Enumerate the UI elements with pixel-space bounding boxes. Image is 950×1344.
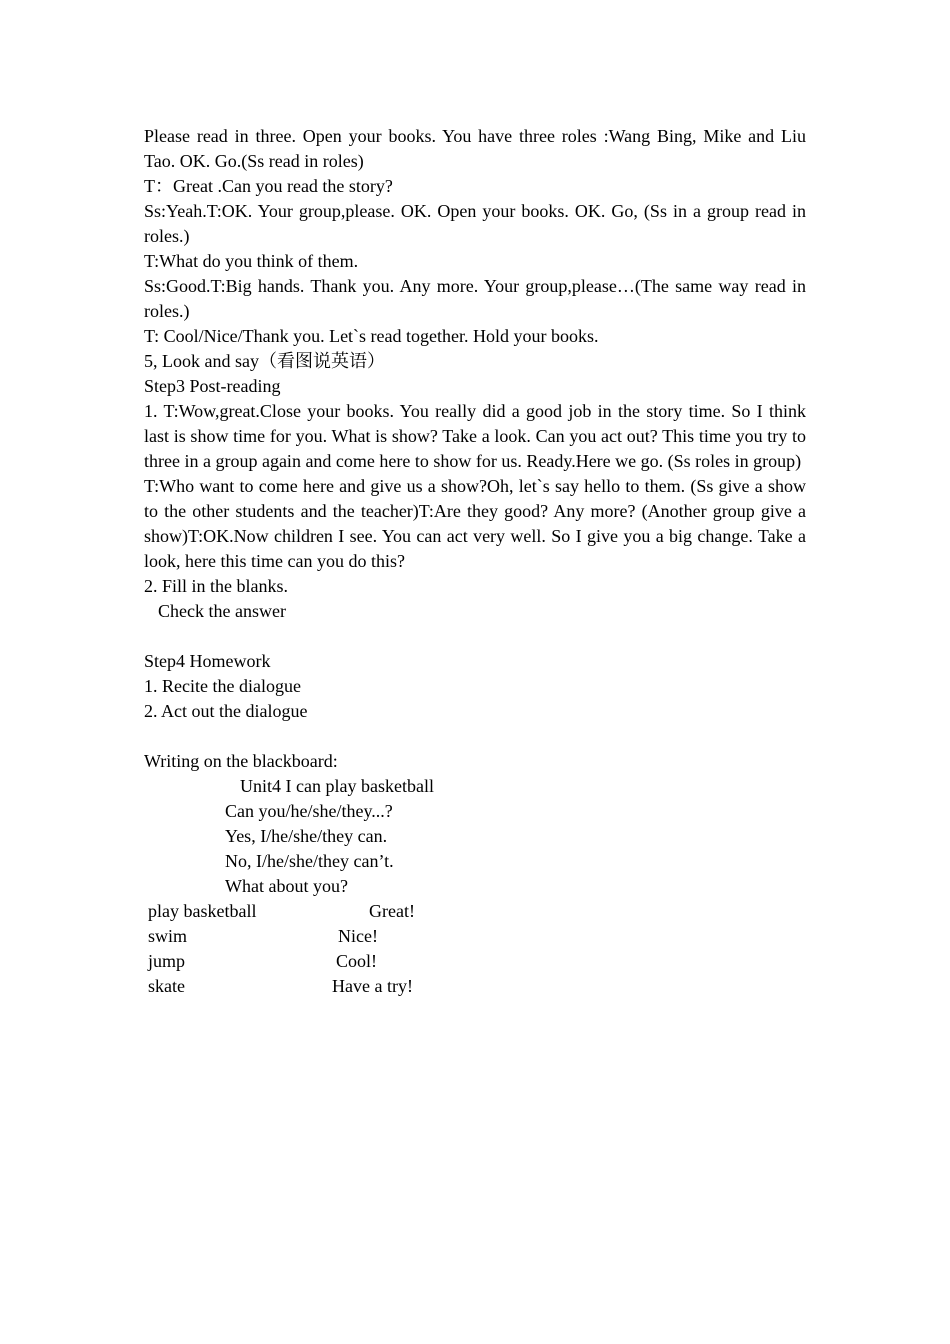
paragraph-give-a-show: T:Who want to come here and give us a show?Oh, let`s say hello to them. (Ss give a show to the other students and the teacher)T:Are they good? Any more? (Another group give a show)T:OK.Now children I see. You can act very well. So I give you a big change. Take a look, here this time can you do this? xyxy=(144,476,806,571)
spacer xyxy=(144,624,806,649)
paragraph-read-in-three: Please read in three. Open your books. You have three roles :Wang Bing, Mike and Liu Tao. OK. Go.(Ss read in roles) xyxy=(144,126,806,171)
blackboard-title: Unit4 I can play basketball xyxy=(240,776,434,796)
blackboard-pattern: Can you/he/she/they...? xyxy=(225,801,393,821)
paragraph-great-read-story: T：Great .Can you read the story? xyxy=(144,176,393,196)
response-label: Cool! xyxy=(336,951,378,971)
blackboard-pair-row xyxy=(144,924,806,949)
paragraph-your-group: Ss:Yeah.T:OK. Your group,please. OK. Open your books. OK. Go, (Ss in a group read in roles.) xyxy=(144,201,806,246)
paragraph-what-do-you-think: T:What do you think of them. xyxy=(144,251,359,271)
blackboard-pattern: No, I/he/she/they can’t. xyxy=(225,851,394,871)
blackboard-pattern: What about you? xyxy=(225,876,348,896)
response-label: Nice! xyxy=(338,926,378,946)
blackboard-pair-row xyxy=(144,949,806,974)
paragraph-check-answer: Check the answer xyxy=(158,601,286,621)
blackboard-pair-row xyxy=(144,899,806,924)
spacer xyxy=(144,724,806,749)
activity-label: play basketball xyxy=(148,901,257,921)
response-label: Great! xyxy=(369,901,415,921)
paragraph-look-and-say: 5, Look and say（看图说英语） xyxy=(144,351,385,371)
step3-heading: Step3 Post-reading xyxy=(144,376,281,396)
paragraph-big-hands: Ss:Good.T:Big hands. Thank you. Any more. Your group,please…(The same way read in roles.) xyxy=(144,276,806,321)
homework-item: 2. Act out the dialogue xyxy=(144,701,308,721)
response-label: Have a try! xyxy=(332,976,413,996)
homework-heading: Step4 Homework xyxy=(144,651,271,671)
blackboard-pair-row xyxy=(144,974,806,999)
activity-label: skate xyxy=(148,976,185,996)
activity-label: jump xyxy=(148,951,186,971)
blackboard-heading: Writing on the blackboard: xyxy=(144,751,338,771)
blackboard-pattern: Yes, I/he/she/they can. xyxy=(225,826,388,846)
paragraph-show-time: 1. T:Wow,great.Close your books. You really did a good job in the story time. So I think last is show time for you. What is show? Take a look. Can you act out? This time you try to three in a group again and come here to show for us. Ready.Here we go. (Ss roles in group) xyxy=(144,401,806,471)
paragraph-fill-blanks: 2. Fill in the blanks. xyxy=(144,576,288,596)
homework-item: 1. Recite the dialogue xyxy=(144,676,301,696)
activity-label: swim xyxy=(148,926,188,946)
paragraph-read-together: T: Cool/Nice/Thank you. Let`s read together. Hold your books. xyxy=(144,326,599,346)
document-body xyxy=(144,124,806,999)
